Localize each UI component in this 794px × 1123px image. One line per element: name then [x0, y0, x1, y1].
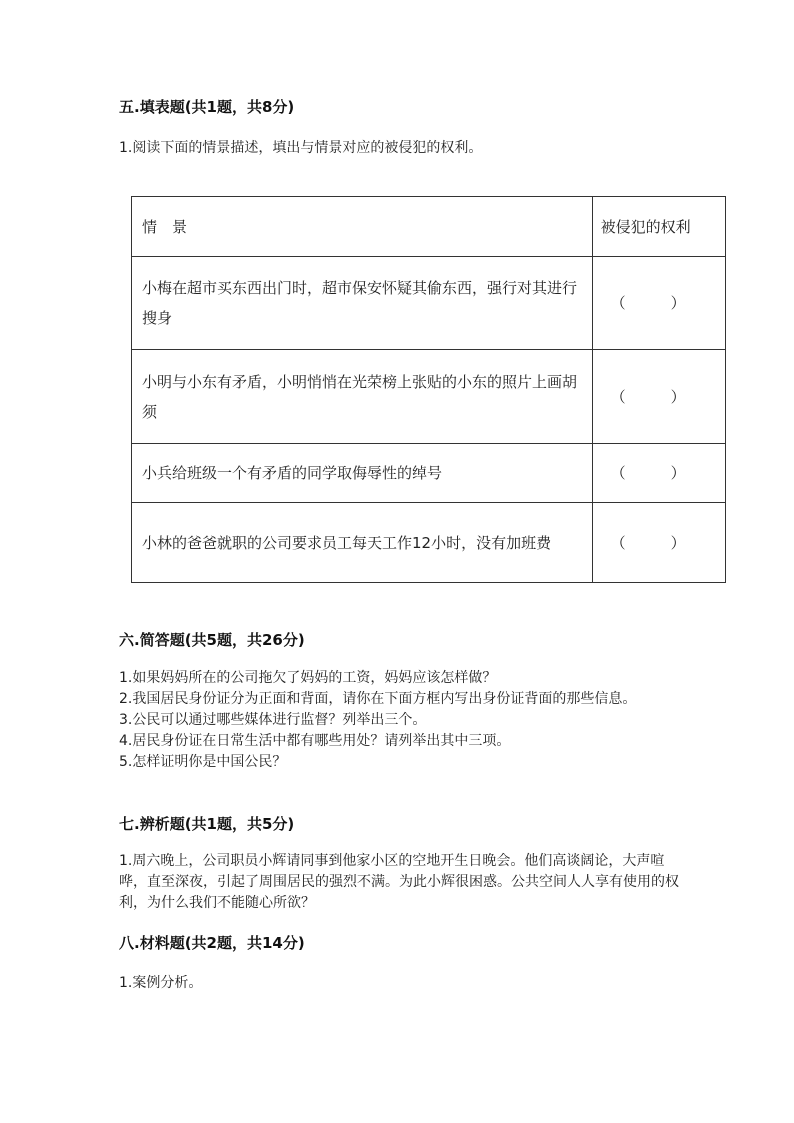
question-item: 4.居民身份证在日常生活中都有哪些用处？请列举出其中三项。 [119, 733, 511, 749]
header-right: 被侵犯的权利 [592, 197, 725, 257]
section-8-question: 1.案例分析。 [119, 975, 203, 991]
section-7-title: 七.辨析题(共1题，共5分) [119, 815, 295, 833]
section-5-question: 1.阅读下面的情景描述，填出与情景对应的被侵犯的权利。 [119, 140, 483, 156]
rights-table [131, 196, 726, 583]
scene-cell: 小林的爸爸就职的公司要求员工每天工作12小时，没有加班费 [132, 503, 593, 583]
table-row [132, 503, 726, 583]
answer-cell[interactable]: （ ） [592, 350, 725, 444]
question-item: 2.我国居民身份证分为正面和背面，请你在下面方框内写出身份证背面的那些信息。 [119, 691, 637, 707]
section-6-title: 六.简答题(共5题，共26分) [119, 631, 305, 649]
scene-cell: 小明与小东有矛盾，小明悄悄在光荣榜上张贴的小东的照片上画胡须 [132, 350, 593, 444]
answer-cell[interactable]: （ ） [592, 257, 725, 350]
section-8-title: 八.材料题(共2题，共14分) [119, 934, 305, 952]
section-5-title: 五.填表题(共1题，共8分) [119, 98, 295, 116]
header-scene: 情 景 [132, 197, 593, 257]
table-header-row [132, 197, 726, 257]
answer-cell[interactable]: （ ） [592, 503, 725, 583]
answer-cell[interactable]: （ ） [592, 444, 725, 503]
question-item: 1.如果妈妈所在的公司拖欠了妈妈的工资，妈妈应该怎样做？ [119, 670, 497, 686]
scene-cell: 小梅在超市买东西出门时，超市保安怀疑其偷东西，强行对其进行搜身 [132, 257, 593, 350]
table-row [132, 257, 726, 350]
section-7-question: 1.周六晚上，公司职员小辉请同事到他家小区的空地开生日晚会。他们高谈阔论，大声喧哗，直至深夜，引起了周围居民的强烈不满。为此小辉很困惑。公共空间人人享有使用的权利，为什么我们不能随心所欲？ [119, 853, 679, 911]
table-row [132, 350, 726, 444]
question-item: 5.怎样证明你是中国公民？ [119, 754, 287, 770]
table-row [132, 444, 726, 503]
question-item: 3.公民可以通过哪些媒体进行监督？列举出三个。 [119, 712, 427, 728]
scene-cell: 小兵给班级一个有矛盾的同学取侮辱性的绰号 [132, 444, 593, 503]
section-6-questions [119, 668, 679, 773]
